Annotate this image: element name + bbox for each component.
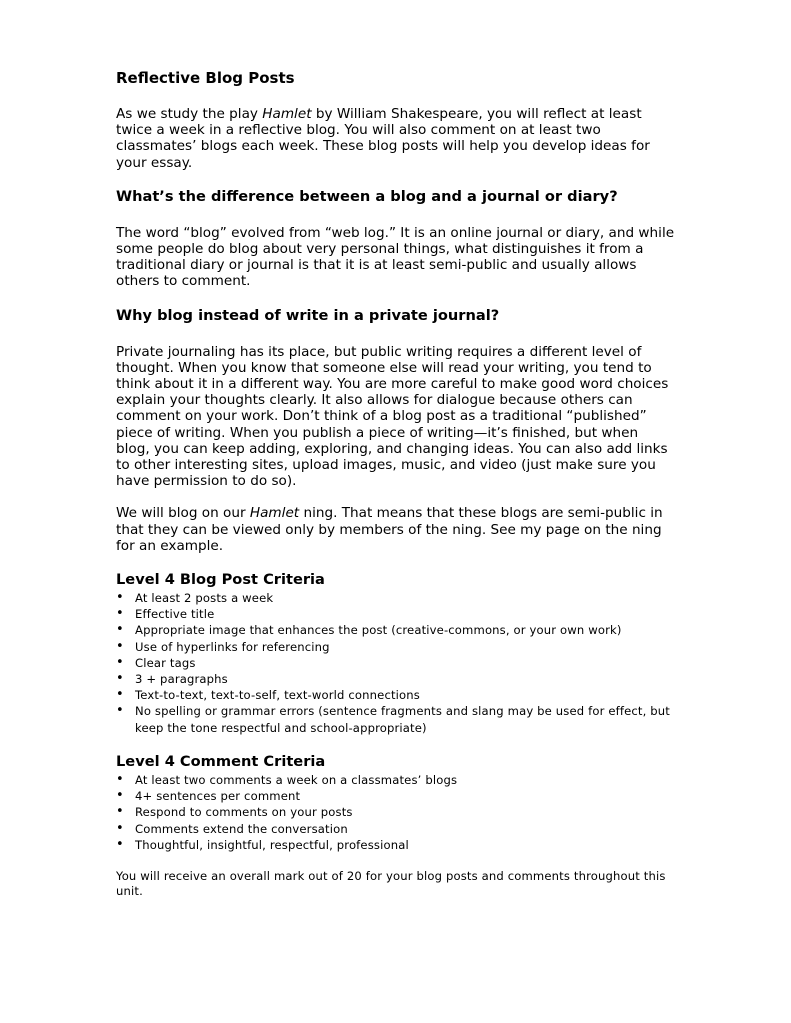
why-blog-paragraph: Private journaling has its place, but public writing requires a different level of thought. When you know that someone else will read your writing, you tend to think about it in a different way. You are more careful to make good word choices explain your thoughts clearly. It also allows for dialogue because others can comment on your work. Don’t think of a blog post as a traditional “published” piece of writing. When you publish a piece of writing—it’s finished, but when blog, you can keep adding, exploring, and changing ideas. You can also add links to other interesting sites, upload images, music, and video (just make sure you have permission to do so). [116,343,669,490]
document-title: Reflective Blog Posts [116,69,295,87]
intro-text-before: As we study the play [116,106,263,122]
ning-text-after: ning. That means that these blogs are semi-public in that they can be viewed only by members of the ning. See my page on the ning for an example. [116,505,663,554]
difference-heading: What’s the difference between a blog and a journal or diary? [116,187,618,205]
list-item: • Thoughtful, insightful, respectful, professional [116,837,676,853]
list-item: • Comments extend the conversation [116,821,676,837]
list-item: • Clear tags [116,655,676,671]
why-blog-heading: Why blog instead of write in a private journal? [116,306,500,324]
list-item: • Appropriate image that enhances the post (creative-commons, or your own work) [116,622,676,638]
closing-note: You will receive an overall mark out of 20 for your blog posts and comments throughout this unit. [116,868,666,898]
play-title: Hamlet [262,106,312,122]
difference-paragraph: The word “blog” evolved from “web log.” It is an online journal or diary, and while some people do blog about very personal things, what distinguishes it from a traditional diary or journal is that it is at least semi-public and usually allows others to comment. [116,224,675,290]
document-page [116,68,676,899]
ning-paragraph [116,505,676,554]
list-item: • Use of hyperlinks for referencing [116,639,676,655]
post-criteria-list [116,590,676,736]
intro-text-after: by William Shakespeare, you will reflect at least twice a week in a reflective blog. You will also comment on at least two classmates’ blogs each week. These blog posts will help you develop ideas for your essay. [116,106,650,171]
list-item: • At least two comments a week on a classmates’ blogs [116,772,676,788]
ning-play-title: Hamlet [249,505,300,522]
intro-paragraph [116,106,676,171]
comment-criteria-list [116,772,676,853]
list-item: • 4+ sentences per comment [116,788,676,804]
list-item: • Effective title [116,606,676,622]
ning-text-before: We will blog on our [116,505,250,522]
list-item: • At least 2 posts a week [116,590,676,606]
comment-criteria-heading: Level 4 Comment Criteria [116,752,326,770]
list-item: • Text-to-text, text-to-self, text-world connections [116,687,676,703]
post-criteria-heading: Level 4 Blog Post Criteria [116,571,325,589]
list-item: • 3 + paragraphs [116,671,676,687]
paragraph-gap [116,489,676,505]
list-item: • No spelling or grammar errors (sentence fragments and slang may be used for effect, but keep the tone respectful and school-appropriate) [116,703,676,735]
list-item: • Respond to comments on your posts [116,804,676,820]
